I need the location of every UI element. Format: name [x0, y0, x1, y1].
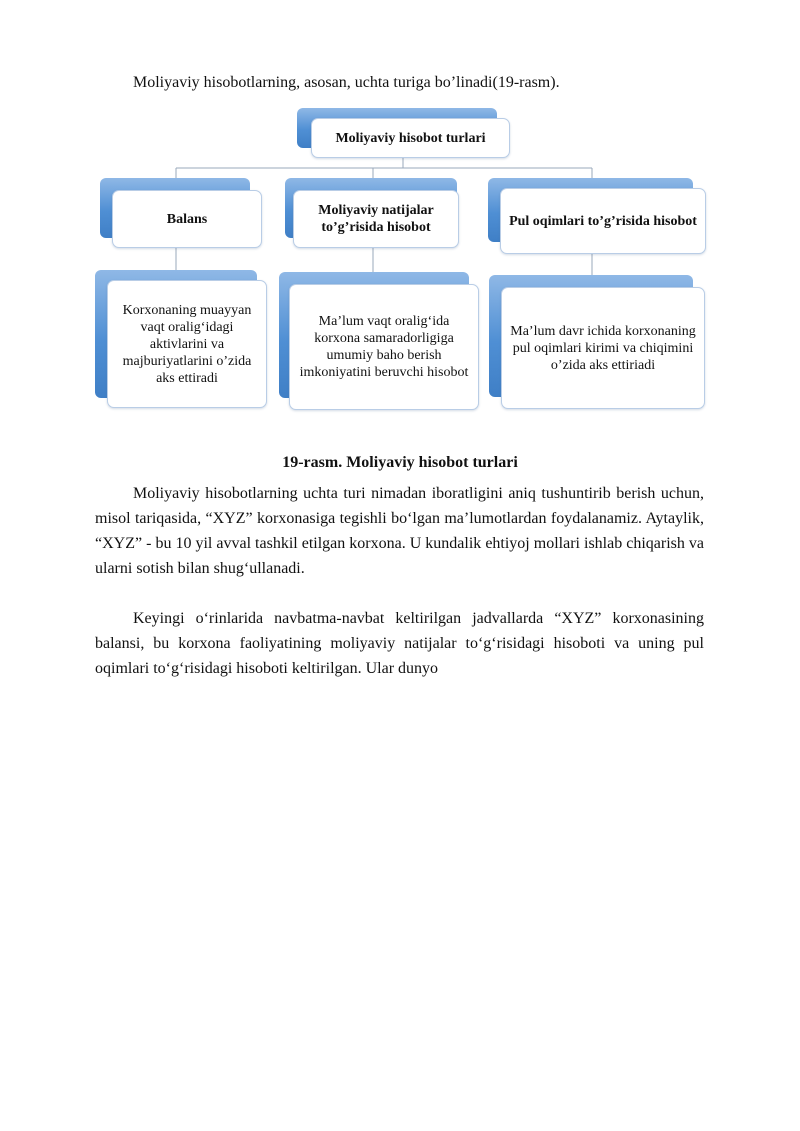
root-node-label: Moliyaviy hisobot turlari: [311, 118, 510, 158]
branch-pul-oqimlari-description: [489, 275, 705, 410]
branch-moliyaviy-natijalar-header: [285, 178, 461, 248]
branch-pul-oqimlari-text: Ma’lum davr ichida korxonaning pul oqimlari kirimi va chiqimini o’zida aks ettiriadi: [501, 287, 705, 409]
branch-moliyaviy-natijalar-title: Moliyaviy natijalar to’g’risida hisobot: [293, 190, 459, 248]
branch-balans-header: [100, 178, 262, 248]
branch-pul-oqimlari-header: [488, 178, 706, 254]
body-paragraph-2: Keyingi o‘rinlarida navbatma-navbat keltirilgan jadvallarda “XYZ” korxonasining balansi, bu korxona faoliyatining moliyaviy natijalar to‘g‘risidagi hisoboti va uning pul oqimlari to‘g‘risidagi hisoboti keltirilgan. Ular dunyo: [95, 610, 704, 677]
branch-balans-title: Balans: [112, 190, 262, 248]
body-paragraph-1: Moliyaviy hisobotlarning uchta turi nimadan iboratligini aniq tushuntirib berish uchun, misol tariqasida, “XYZ” korxonasiga tegishli bo‘lgan ma’lumotlardan foydalanamiz. Aytaylik, “XYZ” - bu 10 yil avval tashkil etilgan korxona. U kundalik ehtiyoj mollari ishlab chiqarish va ularni sotish bilan shug‘ullanadi.: [95, 485, 704, 577]
branch-balans-text: Korxonaning muayyan vaqt oralig‘idagi aktivlarini va majburiyatlarini o’zida aks ettiradi: [107, 280, 267, 408]
branch-pul-oqimlari-title: Pul oqimlari to’g’risida hisobot: [500, 188, 706, 254]
intro-sentence: Moliyaviy hisobotlarning, asosan, uchta turiga bo’linadi(19-rasm).: [133, 74, 560, 91]
root-node: [297, 108, 511, 158]
branch-moliyaviy-natijalar-text: Ma’lum vaqt oralig‘ida korxona samaradorligiga umumiy baho berish imkoniyatini beruvchi hisobot: [289, 284, 479, 410]
branch-moliyaviy-natijalar-description: [279, 272, 481, 410]
figure-caption: 19-rasm. Moliyaviy hisobot turlari: [282, 454, 518, 471]
branch-balans-description: [95, 270, 269, 410]
hierarchy-diagram: [0, 0, 800, 430]
